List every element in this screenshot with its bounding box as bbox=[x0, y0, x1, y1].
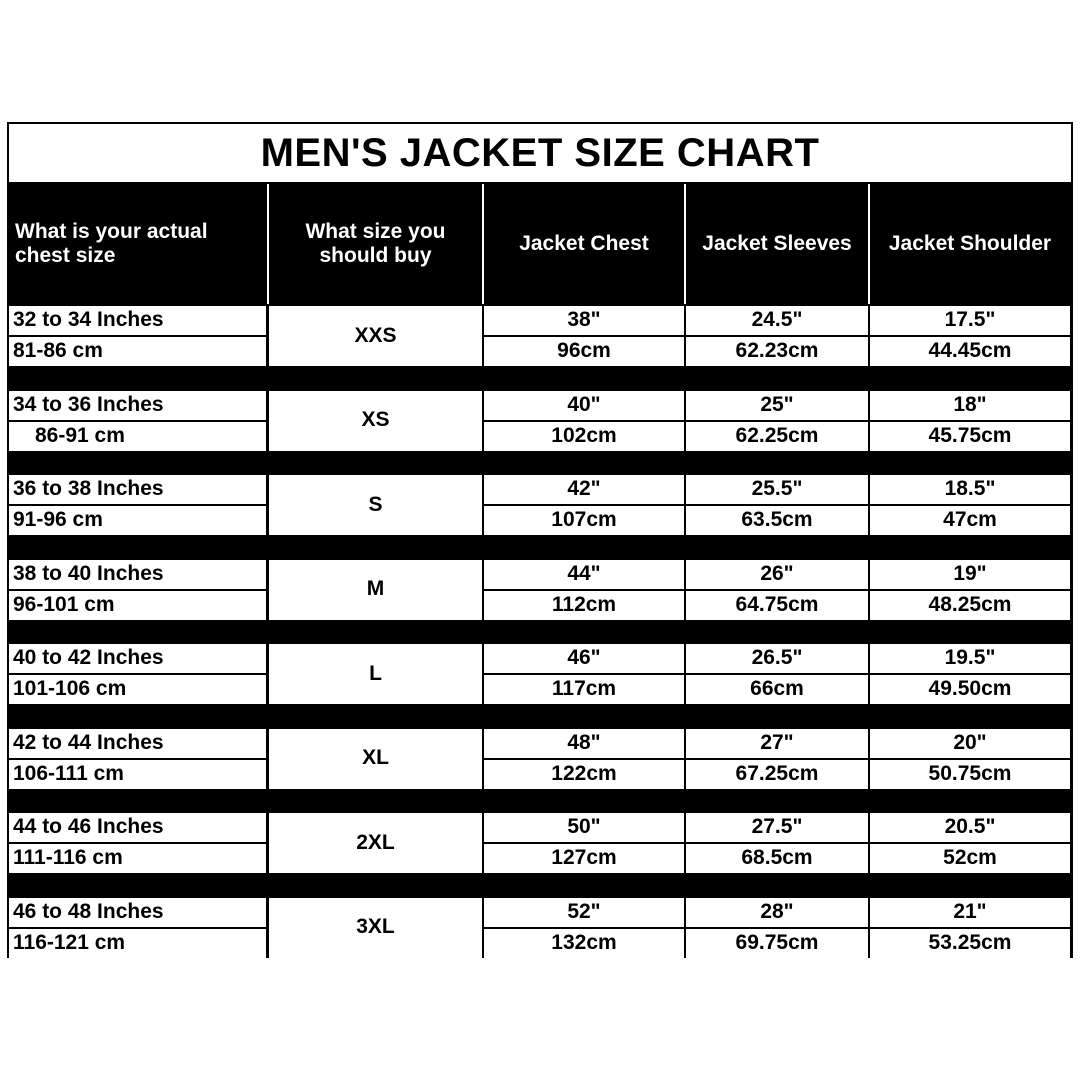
jacket-shoulder-cm: 48.25cm bbox=[870, 591, 1070, 620]
jacket-shoulder-cm: 52cm bbox=[870, 844, 1070, 873]
size-to-buy: XXS bbox=[269, 306, 482, 366]
jacket-shoulder-inches: 18" bbox=[870, 391, 1070, 420]
jacket-shoulder-inches: 19.5" bbox=[870, 644, 1070, 673]
jacket-sleeves-inches: 27" bbox=[686, 729, 868, 758]
header-size-to-buy: What size you should buy bbox=[268, 184, 483, 304]
chest-cm: 96-101 cm bbox=[9, 591, 266, 620]
size-chart bbox=[7, 122, 1073, 958]
jacket-sleeves-cm: 67.25cm bbox=[686, 760, 868, 789]
jacket-sleeves-inches: 24.5" bbox=[686, 306, 868, 335]
jacket-shoulder-cm: 49.50cm bbox=[870, 675, 1070, 704]
chest-inches: 36 to 38 Inches bbox=[9, 475, 266, 504]
header-jacket-chest: Jacket Chest bbox=[483, 184, 685, 304]
chest-cm: 116-121 cm bbox=[9, 929, 266, 958]
jacket-chest-inches: 42" bbox=[484, 475, 684, 504]
header-divider bbox=[267, 184, 269, 304]
jacket-chest-cm: 107cm bbox=[484, 506, 684, 535]
chest-cm: 106-111 cm bbox=[9, 760, 266, 789]
chest-inches: 40 to 42 Inches bbox=[9, 644, 266, 673]
jacket-sleeves-inches: 25.5" bbox=[686, 475, 868, 504]
chest-cm: 81-86 cm bbox=[9, 337, 266, 366]
jacket-chest-cm: 112cm bbox=[484, 591, 684, 620]
chest-inches: 42 to 44 Inches bbox=[9, 729, 266, 758]
jacket-chest-inches: 38" bbox=[484, 306, 684, 335]
size-to-buy: M bbox=[269, 560, 482, 620]
jacket-sleeves-cm: 62.23cm bbox=[686, 337, 868, 366]
jacket-chest-cm: 122cm bbox=[484, 760, 684, 789]
jacket-sleeves-cm: 69.75cm bbox=[686, 929, 868, 958]
jacket-shoulder-inches: 18.5" bbox=[870, 475, 1070, 504]
jacket-shoulder-inches: 19" bbox=[870, 560, 1070, 589]
jacket-shoulder-cm: 50.75cm bbox=[870, 760, 1070, 789]
header-divider bbox=[868, 184, 870, 304]
size-to-buy: L bbox=[269, 644, 482, 704]
jacket-chest-inches: 48" bbox=[484, 729, 684, 758]
jacket-shoulder-inches: 21" bbox=[870, 898, 1070, 927]
jacket-shoulder-inches: 20.5" bbox=[870, 813, 1070, 842]
chest-inches: 44 to 46 Inches bbox=[9, 813, 266, 842]
chest-cm: 91-96 cm bbox=[9, 506, 266, 535]
jacket-shoulder-inches: 17.5" bbox=[870, 306, 1070, 335]
jacket-shoulder-cm: 53.25cm bbox=[870, 929, 1070, 958]
header-jacket-shoulder: Jacket Shoulder bbox=[869, 184, 1071, 304]
jacket-sleeves-inches: 28" bbox=[686, 898, 868, 927]
jacket-chest-inches: 46" bbox=[484, 644, 684, 673]
jacket-sleeves-inches: 26.5" bbox=[686, 644, 868, 673]
jacket-chest-inches: 40" bbox=[484, 391, 684, 420]
jacket-chest-cm: 127cm bbox=[484, 844, 684, 873]
jacket-chest-inches: 44" bbox=[484, 560, 684, 589]
size-to-buy: 2XL bbox=[269, 813, 482, 873]
chest-cm: 101-106 cm bbox=[9, 675, 266, 704]
jacket-sleeves-cm: 62.25cm bbox=[686, 422, 868, 451]
jacket-sleeves-cm: 63.5cm bbox=[686, 506, 868, 535]
jacket-chest-cm: 132cm bbox=[484, 929, 684, 958]
jacket-sleeves-cm: 64.75cm bbox=[686, 591, 868, 620]
jacket-sleeves-cm: 66cm bbox=[686, 675, 868, 704]
jacket-sleeves-inches: 27.5" bbox=[686, 813, 868, 842]
jacket-sleeves-cm: 68.5cm bbox=[686, 844, 868, 873]
chest-cm: 111-116 cm bbox=[9, 844, 266, 873]
header-actual-chest: What is your actual chest size bbox=[9, 184, 268, 304]
jacket-sleeves-inches: 25" bbox=[686, 391, 868, 420]
jacket-shoulder-inches: 20" bbox=[870, 729, 1070, 758]
size-to-buy: 3XL bbox=[269, 898, 482, 958]
header-jacket-sleeves: Jacket Sleeves bbox=[685, 184, 869, 304]
size-to-buy: XL bbox=[269, 729, 482, 789]
jacket-chest-cm: 96cm bbox=[484, 337, 684, 366]
header-divider bbox=[684, 184, 686, 304]
jacket-shoulder-cm: 45.75cm bbox=[870, 422, 1070, 451]
jacket-shoulder-cm: 44.45cm bbox=[870, 337, 1070, 366]
size-to-buy: XS bbox=[269, 391, 482, 451]
jacket-chest-inches: 52" bbox=[484, 898, 684, 927]
jacket-chest-inches: 50" bbox=[484, 813, 684, 842]
jacket-chest-cm: 117cm bbox=[484, 675, 684, 704]
size-to-buy: S bbox=[269, 475, 482, 535]
chest-inches: 38 to 40 Inches bbox=[9, 560, 266, 589]
jacket-shoulder-cm: 47cm bbox=[870, 506, 1070, 535]
jacket-sleeves-inches: 26" bbox=[686, 560, 868, 589]
chest-inches: 32 to 34 Inches bbox=[9, 306, 266, 335]
chest-inches: 46 to 48 Inches bbox=[9, 898, 266, 927]
chest-inches: 34 to 36 Inches bbox=[9, 391, 266, 420]
chest-cm: 86-91 cm bbox=[9, 422, 266, 451]
header-divider bbox=[482, 184, 484, 304]
jacket-chest-cm: 102cm bbox=[484, 422, 684, 451]
chart-title: MEN'S JACKET SIZE CHART bbox=[9, 124, 1071, 182]
